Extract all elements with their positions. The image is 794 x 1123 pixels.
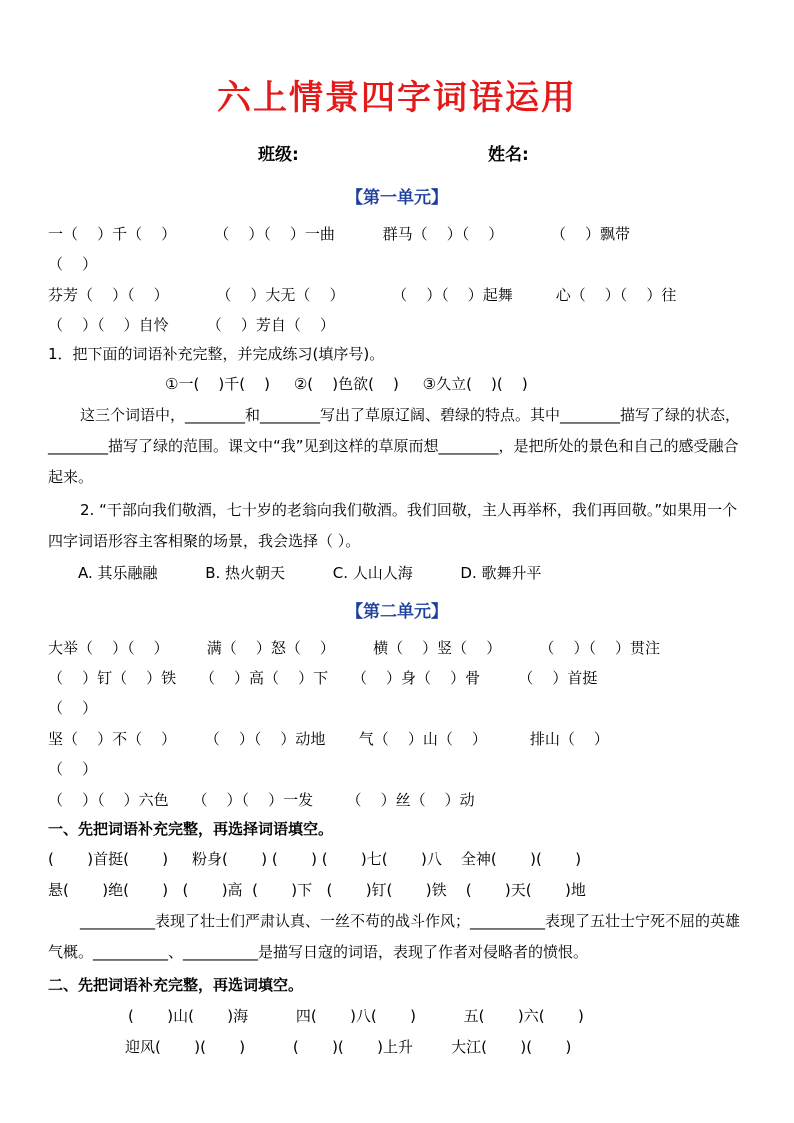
unit2-word-line: （ ） [48,760,98,778]
section2-title: 二、先把词语补充完整，再选词填空。 [48,976,304,994]
question1-words: ①一( )千( ) ②( )色欲( ) ③久立( )( ) [165,375,528,393]
unit2-word-line: （ ）钉（ ）铁 （ ）高（ ）下 （ ）身（ ）骨 （ ）首挺 [48,669,598,687]
question1-paragraph: 这三个词语中，________和________写出了草原辽阔、碧绿的特点。其中________描写了绿的状态，________描写了绿的范围。课文中“我”见到这样的草原而想________，是把所处的景色和自己的感受融合起来。 [48,406,741,486]
unit2-word-line: （ ）（ ）六色 （ ）（ ）一发 （ ）丝（ ）动 [48,791,475,809]
unit2-word-line: （ ） [48,699,98,717]
page-title: 六上情景四字词语运用 [217,78,577,118]
name-label: 姓名: [488,145,529,165]
section2-words: 迎风( )( ) ( )( )上升 大江( )( ) [125,1038,572,1056]
class-label: 班级: [258,145,299,165]
question2-paragraph: 2. “干部向我们敬酒，七十岁的老翁向我们敬酒。我们回敬，主人再举杯，我们再回敬。”如果用一个四字词语形容主客相聚的场景，我会选择（ ）。 [48,501,738,550]
unit1-word-line: （ ） [48,255,98,273]
unit2-heading: 【第二单元】 [346,602,448,622]
section1-paragraph: __________表现了壮士们严肃认真、一丝不苟的战斗作风；__________表现了五壮士宁死不屈的英雄气概。__________、__________是描写日寇的词语，表现了作者对侵略者的愤恨。 [48,912,741,961]
unit1-word-line: 芬芳（ ）（ ） （ ）大无（ ） （ ）（ ）起舞 心（ ）（ ）往 [48,286,677,304]
unit1-word-line: （ ）（ ）自怜 （ ）芳自（ ） [48,316,335,334]
question2-options: A. 其乐融融 B. 热火朝天 C. 人山人海 D. 歌舞升平 [78,564,542,582]
section1-words: ( )首挺( ) 粉身( ) ( ) ( )七( )八 全神( )( ) [48,850,582,868]
unit1-word-line: 一（ ）千（ ） （ ）（ ）一曲 群马（ ）（ ） （ ）飘带 [48,225,631,243]
unit2-word-line: 坚（ ）不（ ） （ ）（ ）动地 气（ ）山（ ） 排山（ ） [48,730,609,748]
section2-words: ( )山( )海 四( )八( ) 五( )六( ) [128,1007,584,1025]
unit1-heading: 【第一单元】 [346,188,448,208]
question1-title: 1．把下面的词语补充完整，并完成练习(填序号)。 [48,345,385,363]
unit2-word-line: 大举（ ）（ ） 满（ ）怒（ ） 横（ ）竖（ ） （ ）（ ）贯注 [48,639,661,657]
section1-title: 一、先把词语补充完整，再选择词语填空。 [48,820,334,838]
section1-words: 悬( )绝( ) ( )高 ( )下 ( )钉( )铁 ( )天( )地 [48,881,586,899]
